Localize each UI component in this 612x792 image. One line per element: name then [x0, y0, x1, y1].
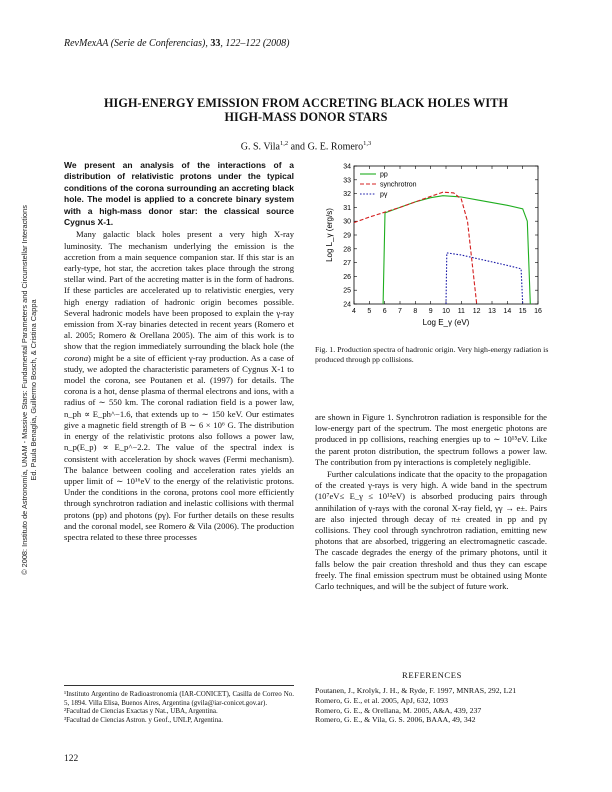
figure-caption: Fig. 1. Production spectra of hadronic origin. Very high-energy radiation is produced through pp collisions. [315, 345, 549, 364]
copyright-line-2: Ed. Paula Benaglia, Guillermo Bosch, & Cristina Cappa [29, 299, 39, 481]
y-tick-label: 25 [343, 287, 351, 295]
y-tick-label: 29 [343, 232, 351, 240]
x-tick-label: 9 [428, 308, 433, 315]
legend-label-0: pp [380, 171, 388, 179]
reference-item: Romero, G. E., et al. 2005, ApJ, 632, 1093 [315, 695, 448, 705]
author-list [40, 140, 572, 152]
x-tick-label: 7 [398, 308, 402, 315]
x-tick-label: 11 [457, 308, 465, 315]
x-tick-label: 14 [503, 308, 512, 315]
y-tick-label: 24 [343, 301, 351, 309]
page-number: 122 [64, 754, 79, 764]
footnote-1: ¹Instituto Argentino de Radioastronomía (IAR-CONICET), Casilla de Correo No. 5, 1894. Villa Elisa, Buenos Aires, Argentina (gvila@iar-conicet.gov.ar). [64, 690, 294, 707]
x-axis-label: Log E_γ (eV) [422, 318, 470, 327]
x-tick-label: 5 [367, 308, 372, 315]
left-column [64, 160, 294, 543]
x-tick-label: 15 [518, 308, 527, 315]
journal-header [64, 38, 290, 49]
intro-text-a: Many galactic black holes present a very high X-ray luminosity. The mechanism underlying the emission is the accretion from a main sequence companion star. If this star is an early-type, hot star, the accretion takes place through the strong stellar wind. Part of the accreting matter is in the form of hadrons. If these particles are accelerated up to relativistic energies, very high energy radiation of hadronic origin becomes possible. Several hadronic models have been proposed to explain the γ-ray emission from X-ray binaries detected in recent years (Romero et al. 2005; Romero & Orellana 2005). The aim of this work is to show that the region immediately surrounding the black hole (the [64, 229, 294, 352]
author-2-affil: 1,3 [363, 140, 372, 147]
legend-label-1: synchrotron [380, 181, 417, 189]
title-line-2: HIGH-MASS DONOR STARS [224, 110, 388, 124]
series-line-2 [446, 253, 523, 304]
series-line-0 [383, 196, 530, 304]
intro-term-corona: corona [64, 352, 89, 363]
y-tick-label: 31 [343, 204, 351, 212]
reference-item: Romero, G. E., & Vila, G. S. 2006, BAAA, 49, 342 [315, 715, 476, 725]
legend-label-2: pγ [380, 191, 388, 199]
x-tick-label: 16 [534, 308, 542, 315]
y-tick-label: 27 [343, 260, 351, 268]
reference-item: Romero, G. E., & Orellana, M. 2005, A&A, 439, 237 [315, 705, 482, 715]
footnote-2: ²Facultad de Ciencias Exactas y Nat., UBA, Argentina. [64, 707, 218, 716]
y-axis-label: Log L_γ (erg/s) [325, 208, 334, 262]
x-tick-label: 12 [472, 308, 481, 315]
y-tick-label: 33 [343, 177, 351, 185]
author-conjunction: and [288, 141, 308, 153]
x-tick-label: 4 [352, 308, 356, 315]
copyright-sidebar [18, 162, 40, 618]
journal-pages: , 122–122 (2008) [220, 38, 290, 49]
footnotes [64, 685, 294, 724]
right-column [315, 412, 547, 592]
series-line-1 [354, 192, 477, 304]
y-tick-label: 26 [343, 273, 351, 281]
journal-name: RevMexAA (Serie de Conferencias), [64, 38, 208, 49]
x-tick-label: 8 [413, 308, 418, 315]
x-tick-label: 13 [488, 308, 496, 315]
y-tick-label: 30 [343, 218, 351, 226]
x-tick-label: 10 [442, 308, 450, 315]
references-heading: REFERENCES [402, 670, 462, 680]
author-2: G. E. Romero [307, 141, 364, 153]
paper-title [40, 96, 572, 124]
reference-list [315, 686, 549, 725]
footnote-3: ³Facultad de Ciencias Astron. y Geof., UNLP, Argentina. [64, 715, 224, 724]
journal-volume: 33 [210, 38, 221, 49]
intro-text-b: ) might be a site of efficient γ-ray production. As a case of study, we adopted the characteristic parameters of Cygnus X-1 to model the corona, see Poutanen et al. (1997) for details. The corona is a hot, dense plasma of thermal electrons and ions, with a radius of ∼ 550 km. The coronal radiation field is a power law, n_ph ∝ E_ph^−1.6, that extends up to ∼ 150 keV. Our estimates give a magnetic field strength of B ∼ 6 × 10⁶ G. The distribution in energy of the relativistic protons also follows a power law, n_p(E_p) ∝ E_p^−2.2. The value of the spectral index is consistent with acceleration by shock waves (Fermi mechanism). The balance between cooling and acceleration rates yields an upper limit of ∼ 10¹⁶eV to the energy of the relativistic protons. Under the conditions in the corona, protons cool more efficiently through synchrotron radiation and inelastic collisions with thermal protons (pp) and photons (pγ). For further details on these results and the coronal model, see Romero & Vila (2006). The production spectra related to these three processes [64, 352, 294, 542]
abstract: We present an analysis of the interactions of a distribution of relativistic protons under the typical conditions of the corona surrounding an accreting black hole. The model is applied to a concrete binary system with a high-mass donor star: the classical source Cygnus X-1. [64, 160, 294, 228]
y-tick-label: 28 [343, 246, 351, 254]
copyright-line-1: © 2008: Instituto de Astronomía, UNAM - Massive Stars: Fundamental Parameters and Circumstellar Interactions [20, 205, 29, 575]
results-paragraph: are shown in Figure 1. Synchrotron radiation is responsible for the low-energy part of the spectrum. The most energetic photons are produced in pp collisions, reaching energies up to ∼ 10¹⁵eV. Like the parent proton distribution, the spectrum follows a power law. The contribution from pγ interactions is completely negligible. [315, 412, 547, 467]
y-tick-label: 34 [343, 163, 351, 171]
x-tick-label: 6 [382, 308, 387, 315]
spectra-chart [312, 158, 552, 338]
intro-paragraph [64, 229, 294, 543]
author-1-affil: 1,2 [279, 140, 289, 147]
opacity-paragraph: Further calculations indicate that the opacity to the propagation of the created γ-rays is very high. A wide band in the spectrum (10⁷eV≤ E_γ ≤ 10¹²eV) is absorbed producing pairs through annihilation of γ-rays with the coronal X-ray field, γγ → e±. Pairs are also injected through decay of π± created in pp and pγ collisions. They cool through synchrotron radiation, emitting new photons that are absorbed, triggering an electromagnetic cascade. The cascade degrades the energy of the primary photons, until it falls below the pair creation threshold and thus they can escape freely. The final emission spectrum must be obtained using Monte Carlo techniques, and will be the subject of future work. [315, 469, 547, 592]
title-line-1: HIGH-ENERGY EMISSION FROM ACCRETING BLACK HOLES WITH [103, 96, 509, 110]
y-tick-label: 32 [343, 191, 351, 199]
reference-item: Poutanen, J., Krolyk, J. H., & Ryde, F. 1997, MNRAS, 292, L21 [315, 686, 517, 695]
author-1: G. S. Vila [240, 141, 280, 153]
